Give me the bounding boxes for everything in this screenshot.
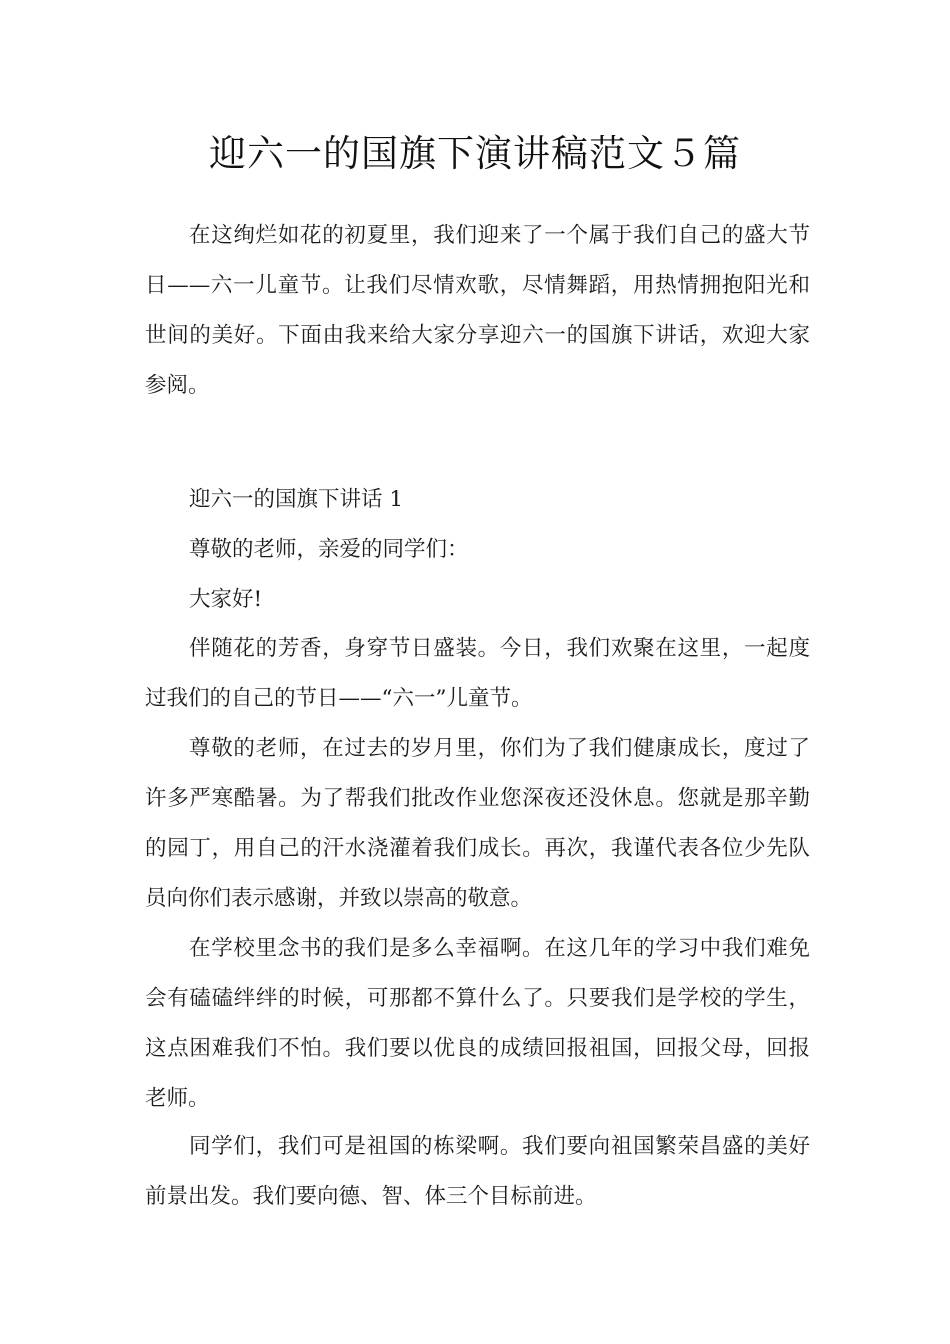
body-paragraph-4: 同学们，我们可是祖国的栋梁啊。我们要向祖国繁荣昌盛的美好前景出发。我们要向德、智、体三个目标前进。 <box>145 1134 810 1209</box>
section-heading: 迎六一的国旗下讲话 1 <box>189 487 404 512</box>
body-paragraph-1: 伴随花的芳香，身穿节日盛装。今日，我们欢聚在这里，一起度过我们的自己的节日——“六一”儿童节。 <box>145 636 810 711</box>
greeting: 大家好! <box>189 587 263 612</box>
body-paragraph-2: 尊敬的老师，在过去的岁月里，你们为了我们健康成长，度过了许多严寒酷暑。为了帮我们批改作业您深夜还没休息。您就是那辛勤的园丁，用自己的汗水浇灌着我们成长。再次，我谨代表各位少先队员向你们表示感谢，并致以崇高的敬意。 <box>145 736 810 911</box>
document-title: 迎六一的国旗下演讲稿范文５篇 <box>209 132 741 175</box>
body-paragraph-3: 在学校里念书的我们是多么幸福啊。在这几年的学习中我们难免会有磕磕绊绊的时候，可那都不算什么了。只要我们是学校的学生，这点困难我们不怕。我们要以优良的成绩回报祖国，回报父母，回报老师。 <box>145 936 810 1111</box>
salutation: 尊敬的老师，亲爱的同学们： <box>189 537 469 562</box>
intro-paragraph: 在这绚烂如花的初夏里，我们迎来了一个属于我们自己的盛大节日——六一儿童节。让我们尽情欢歌，尽情舞蹈，用热情拥抱阳光和世间的美好。下面由我来给大家分享迎六一的国旗下讲话，欢迎大家参阅。 <box>145 223 810 398</box>
